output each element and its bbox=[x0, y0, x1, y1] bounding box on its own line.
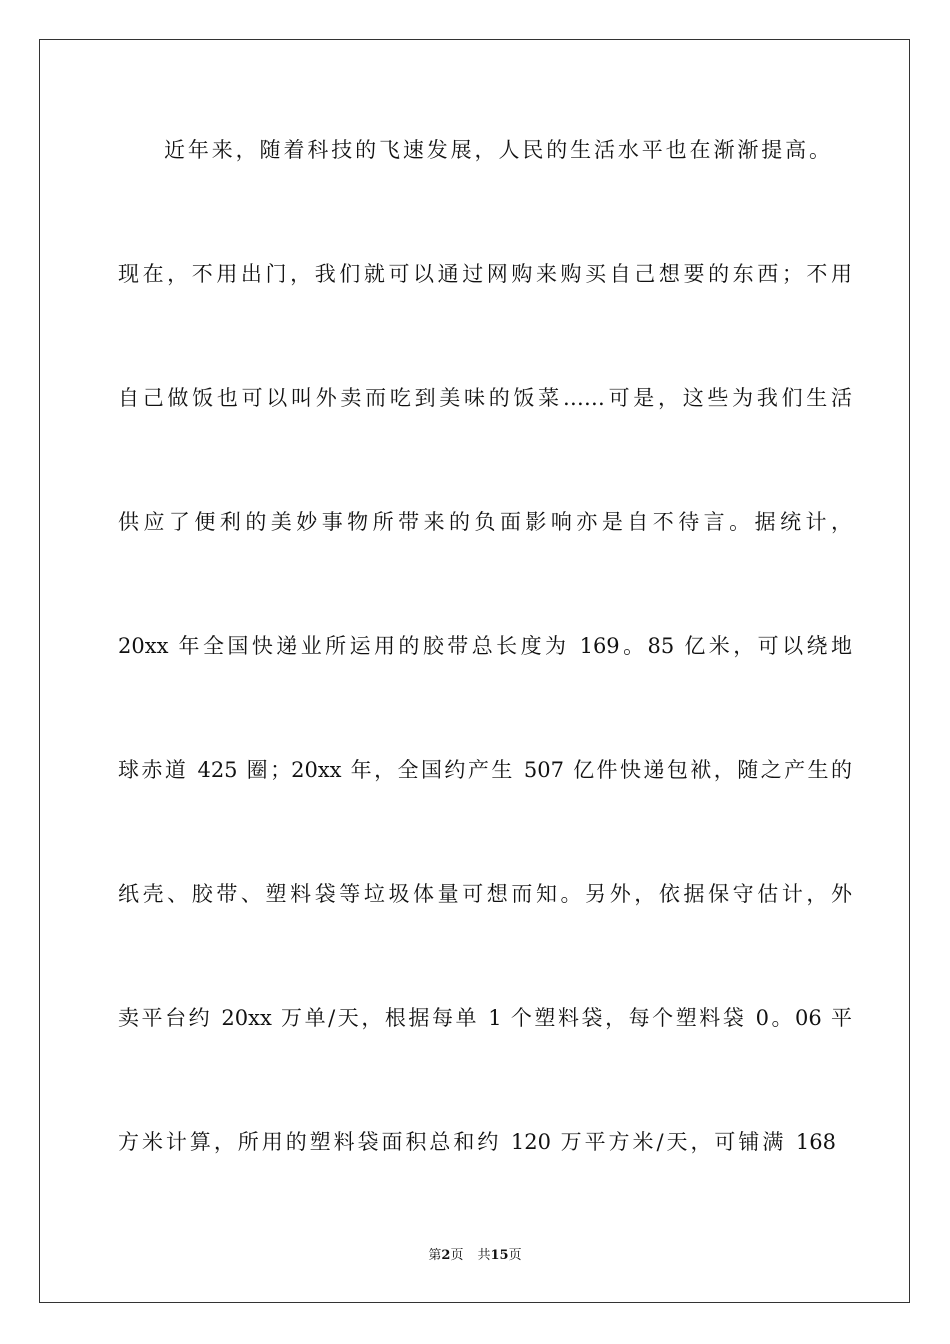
paragraph-line-8: 卖平台约 20xx 万单/天，根据每单 1 个塑料袋，每个塑料袋 0。06 平 bbox=[118, 1006, 852, 1030]
paragraph-line-3: 自己做饭也可以叫外卖而吃到美味的饭菜……可是，这些为我们生活 bbox=[118, 386, 852, 410]
footer-total-prefix: 共 bbox=[477, 1248, 491, 1263]
paragraph-line-2: 现在，不用出门，我们就可以通过网购来购买自己想要的东西；不用 bbox=[118, 262, 852, 286]
paragraph-line-6: 球赤道 425 圈；20xx 年，全国约产生 507 亿件快递包袱，随之产生的 bbox=[118, 758, 852, 782]
footer-page-suffix: 页 bbox=[450, 1248, 464, 1263]
paragraph-line-9: 方米计算，所用的塑料袋面积总和约 120 万平方米/天，可铺满 168 bbox=[118, 1130, 836, 1154]
current-page-number: 2 bbox=[441, 1248, 451, 1263]
page-footer bbox=[0, 1247, 950, 1265]
paragraph-line-1: 近年来，随着科技的飞速发展，人民的生活水平也在渐渐提高。 bbox=[164, 138, 830, 162]
paragraph-line-5: 20xx 年全国快递业所运用的胶带总长度为 169。85 亿米，可以绕地 bbox=[118, 634, 852, 658]
paragraph-line-7: 纸壳、胶带、塑料袋等垃圾体量可想而知。另外，依据保守估计，外 bbox=[118, 882, 852, 906]
page-border bbox=[39, 39, 910, 1303]
paragraph-line-4: 供应了便利的美妙事物所带来的负面影响亦是自不待言。据统计， bbox=[118, 510, 852, 534]
total-pages-number: 15 bbox=[490, 1248, 509, 1263]
footer-total-suffix: 页 bbox=[508, 1248, 522, 1263]
footer-prefix: 第 bbox=[428, 1248, 442, 1263]
